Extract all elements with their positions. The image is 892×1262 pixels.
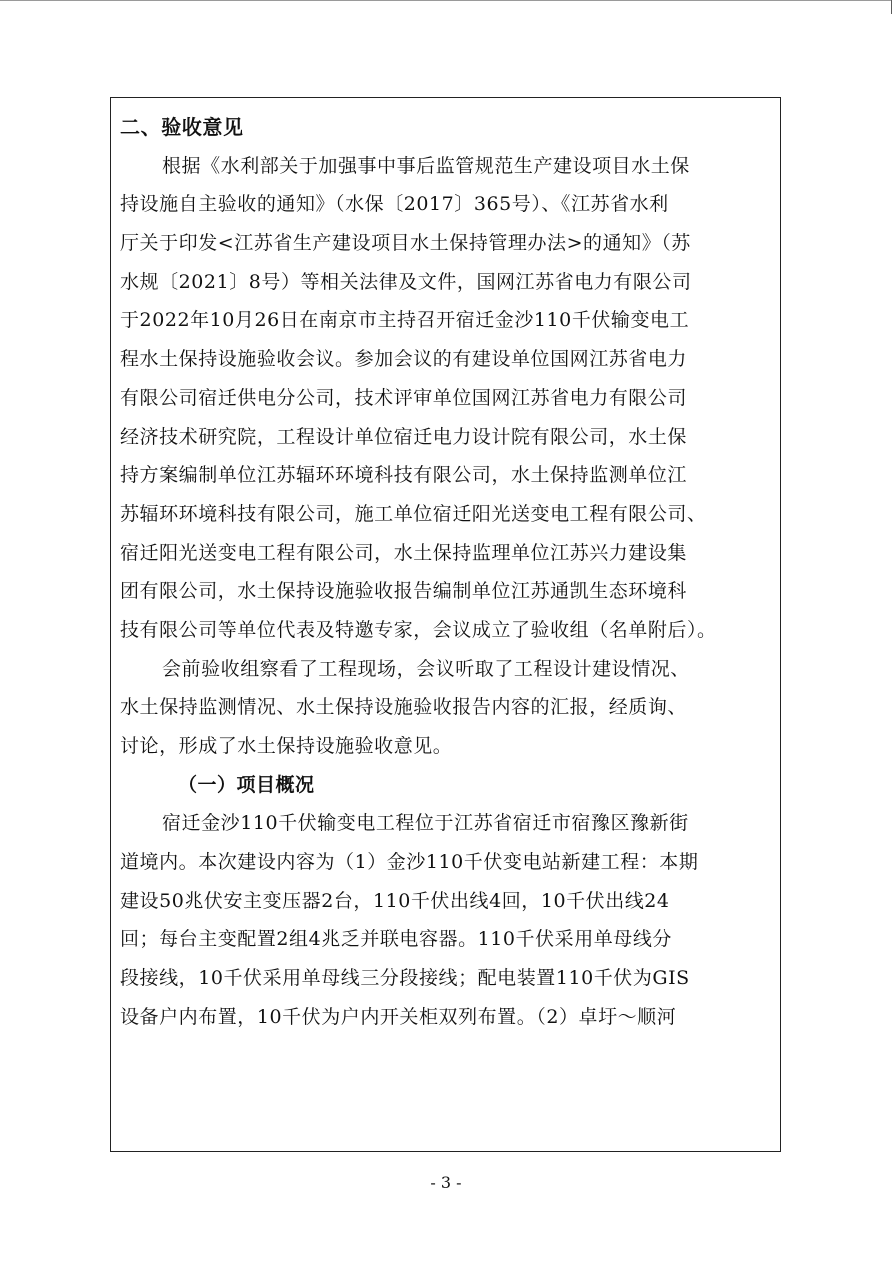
paragraph-line: 程水土保持设施验收会议。参加会议的有建设单位国网江苏省电力 <box>120 348 687 371</box>
paragraph-project-overview <box>120 804 774 1036</box>
paragraph-site-inspection <box>120 650 774 766</box>
document-frame <box>110 97 781 1152</box>
section-heading: 二、验收意见 <box>120 115 244 139</box>
paragraph-line: 团有限公司，水土保持设施验收报告编制单位江苏通凯生态环境科 <box>120 580 687 603</box>
paragraph-line: 段接线，10千伏采用单母线三分段接线；配电装置110千伏为GIS <box>120 967 690 990</box>
paragraph-line: 宿迁阳光送变电工程有限公司，水土保持监理单位江苏兴力建设集 <box>120 541 687 564</box>
paragraph-line: 经济技术研究院，工程设计单位宿迁电力设计院有限公司，水土保 <box>120 425 687 448</box>
paragraph-meeting-basis <box>120 147 774 650</box>
paragraph-line: 苏辐环环境科技有限公司，施工单位宿迁阳光送变电工程有限公司、 <box>120 502 707 525</box>
paragraph-line: 有限公司宿迁供电分公司，技术评审单位国网江苏省电力有限公司 <box>120 386 687 409</box>
paragraph-line: 根据《水利部关于加强事中事后监管规范生产建设项目水土保 <box>162 154 690 177</box>
page-number: - 3 - <box>430 1173 462 1192</box>
paragraph-line: 技有限公司等单位代表及特邀专家，会议成立了验收组（名单附后）。 <box>120 618 717 641</box>
paragraph-line: 持设施自主验收的通知》（水保〔2017〕365号）、《江苏省水利 <box>120 193 669 216</box>
paragraph-line: 建设50兆伏安主变压器2台，110千伏出线4回，10千伏出线24 <box>120 889 670 912</box>
paragraph-line: 回；每台主变配置2组4兆乏并联电容器。110千伏采用单母线分 <box>120 928 672 951</box>
paragraph-line: 会前验收组察看了工程现场，会议听取了工程设计建设情况、 <box>162 657 690 680</box>
paragraph-line: 设备户内布置，10千伏为户内开关柜双列布置。（2）卓圩～顺河 <box>120 1005 677 1028</box>
paragraph-line: 宿迁金沙110千伏输变电工程位于江苏省宿迁市宿豫区豫新街 <box>162 812 689 835</box>
paragraph-line: 持方案编制单位江苏辐环环境科技有限公司，水土保持监测单位江 <box>120 464 687 487</box>
paragraph-line: 道境内。本次建设内容为（1）金沙110千伏变电站新建工程：本期 <box>120 851 699 874</box>
paragraph-line: 厅关于印发<江苏省生产建设项目水土保持管理办法>的通知》（苏 <box>120 232 691 255</box>
paragraph-line: 讨论，形成了水土保持设施验收意见。 <box>120 735 453 757</box>
paragraph-line: 于2022年10月26日在南京市主持召开宿迁金沙110千伏输变电工 <box>120 309 690 332</box>
paragraph-line: 水土保持监测情况、水土保持设施验收报告内容的汇报，经质询、 <box>120 696 687 719</box>
top-edge-line <box>0 0 892 1</box>
paragraph-line: 水规〔2021〕8号）等相关法律及文件，国网江苏省电力有限公司 <box>120 270 692 293</box>
document-content <box>120 98 774 1037</box>
subsection-heading: （一）项目概况 <box>178 773 315 796</box>
